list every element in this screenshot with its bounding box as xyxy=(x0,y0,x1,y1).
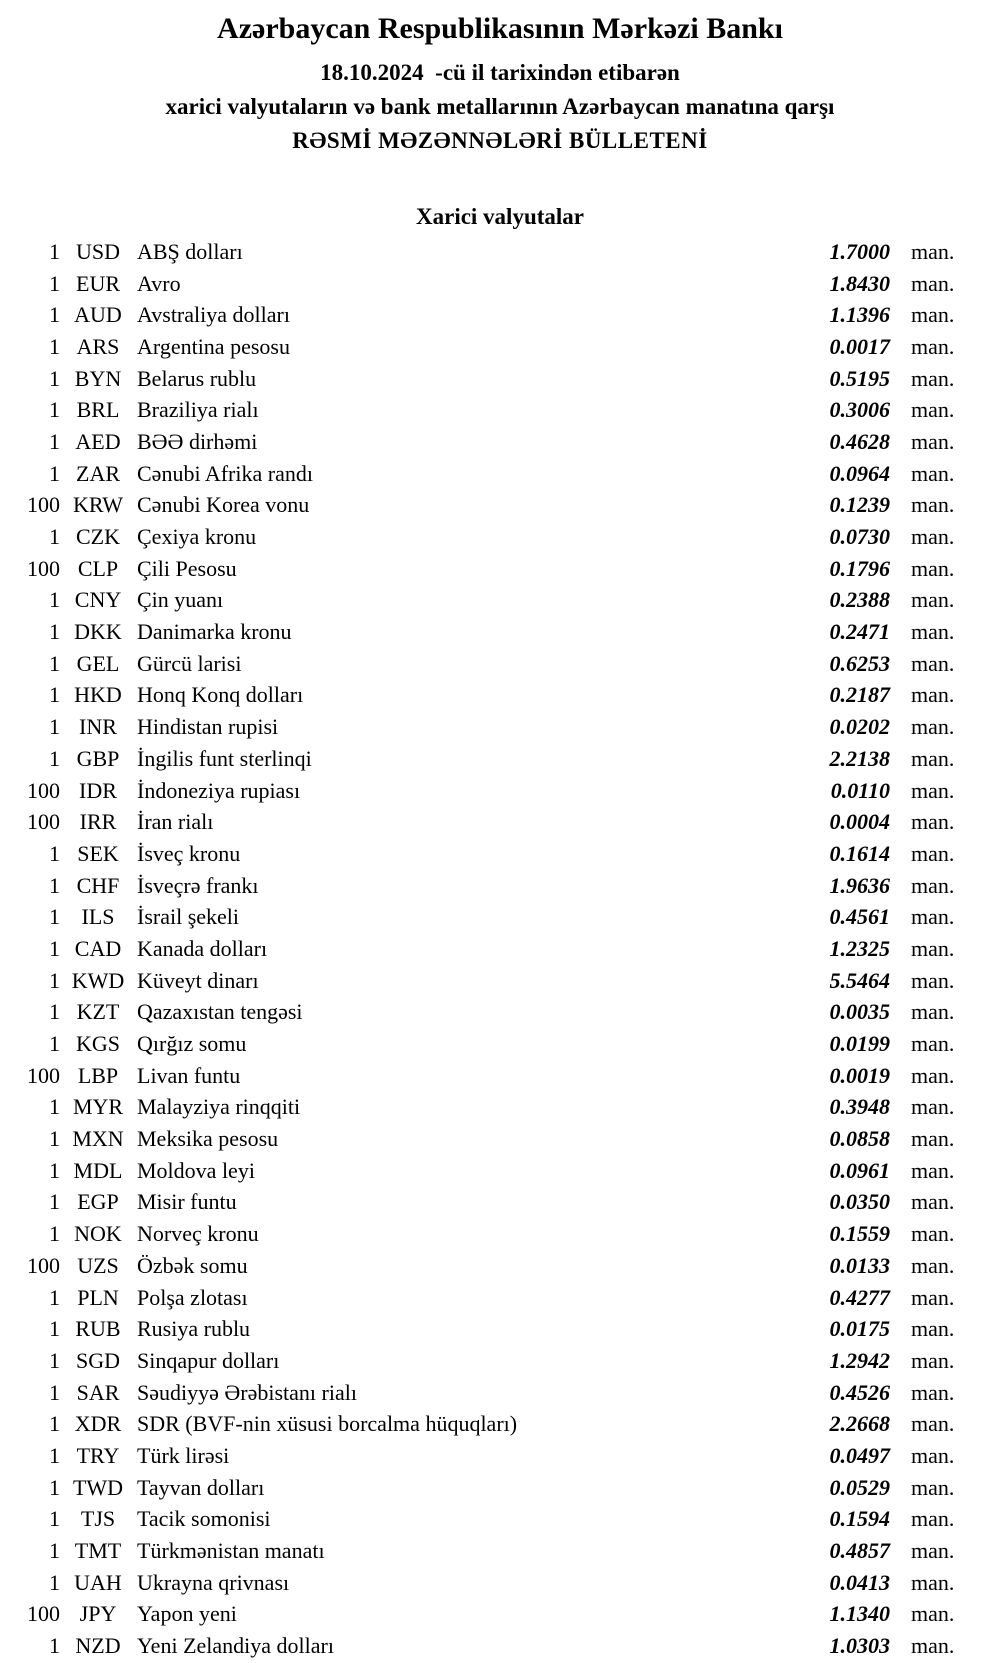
unit-label: man. xyxy=(911,1538,955,1564)
currency-code: SEK xyxy=(77,840,119,866)
unit-label: man. xyxy=(911,1347,955,1373)
currency-name: Çin yuanı xyxy=(137,587,224,613)
unit-label: man. xyxy=(911,999,955,1025)
rate-row xyxy=(0,426,1000,458)
rate-row xyxy=(0,331,1000,363)
rate-value: 0.0199 xyxy=(829,1031,890,1057)
unit-label: man. xyxy=(911,745,955,771)
rate-row xyxy=(0,299,1000,331)
currency-quantity: 1 xyxy=(49,619,60,645)
unit-label: man. xyxy=(911,270,955,296)
currency-code: KGS xyxy=(75,1031,120,1057)
currency-code: CHF xyxy=(76,872,120,898)
currency-name: Qazaxıstan tengəsi xyxy=(137,999,303,1025)
rate-value: 0.6253 xyxy=(829,650,890,676)
currency-name: Çexiya kronu xyxy=(137,524,257,550)
currency-quantity: 1 xyxy=(49,1189,60,1215)
section-title-foreign-currencies: Xarici valyutalar xyxy=(416,204,584,229)
currency-quantity: 1 xyxy=(49,1633,60,1659)
rate-row xyxy=(0,458,1000,490)
rate-value: 0.3948 xyxy=(829,1094,890,1120)
currency-name: Türk lirəsi xyxy=(137,1442,230,1468)
unit-label: man. xyxy=(911,492,955,518)
currency-code: MYR xyxy=(72,1094,124,1120)
rate-row xyxy=(0,806,1000,838)
rate-value: 0.4526 xyxy=(829,1379,890,1405)
currency-name: Cənubi Korea vonu xyxy=(137,492,310,518)
rate-value: 0.0413 xyxy=(829,1569,890,1595)
currency-name: Argentina pesosu xyxy=(137,333,290,359)
currency-code: TMT xyxy=(74,1538,122,1564)
unit-label: man. xyxy=(911,1157,955,1183)
currency-quantity: 1 xyxy=(49,1031,60,1057)
currency-name: İsveç kronu xyxy=(137,840,241,866)
rate-value: 1.1340 xyxy=(829,1601,890,1627)
currency-code: TWD xyxy=(72,1474,124,1500)
unit-label: man. xyxy=(911,1411,955,1437)
rate-row xyxy=(0,1187,1000,1219)
rate-value: 0.1796 xyxy=(829,555,890,581)
rate-row xyxy=(0,394,1000,426)
currency-quantity: 100 xyxy=(27,492,60,518)
bulletin-subtitle: xarici valyutaların və bank metallarının Azərbaycan manatına qarşı xyxy=(165,94,835,119)
currency-name: Norveç kronu xyxy=(137,1221,259,1247)
currency-quantity: 1 xyxy=(49,1474,60,1500)
currency-quantity: 1 xyxy=(49,650,60,676)
unit-label: man. xyxy=(911,1506,955,1532)
currency-quantity: 100 xyxy=(27,809,60,835)
unit-label: man. xyxy=(911,1031,955,1057)
currency-name: Özbək somu xyxy=(137,1252,248,1278)
rate-row xyxy=(0,1218,1000,1250)
currency-code: HKD xyxy=(74,682,122,708)
rate-row xyxy=(0,933,1000,965)
rate-value: 0.0004 xyxy=(829,809,890,835)
unit-label: man. xyxy=(911,682,955,708)
currency-name: Səudiyyə Ərəbistanı rialı xyxy=(137,1379,357,1405)
currency-name: Çili Pesosu xyxy=(137,555,237,581)
unit-label: man. xyxy=(911,587,955,613)
currency-name: Polşa zlotası xyxy=(137,1284,248,1310)
currency-code: MXN xyxy=(72,1126,124,1152)
currency-name: Malayziya rinqqiti xyxy=(137,1094,301,1120)
currency-name: Avstraliya dolları xyxy=(137,302,290,328)
rate-row xyxy=(0,965,1000,997)
currency-code: INR xyxy=(79,714,117,740)
unit-label: man. xyxy=(911,1474,955,1500)
rate-value: 0.0858 xyxy=(829,1126,890,1152)
currency-name: Türkmənistan manatı xyxy=(137,1538,325,1564)
rate-value: 5.5464 xyxy=(829,967,890,993)
currency-code: EUR xyxy=(76,270,120,296)
currency-name: Ukrayna qrivnası xyxy=(137,1569,290,1595)
currency-quantity: 100 xyxy=(27,555,60,581)
currency-code: TJS xyxy=(80,1506,116,1532)
unit-label: man. xyxy=(911,555,955,581)
rate-value: 0.0350 xyxy=(829,1189,890,1215)
rate-row xyxy=(0,1313,1000,1345)
currency-code: NZD xyxy=(75,1633,121,1659)
currency-quantity: 1 xyxy=(49,428,60,454)
unit-label: man. xyxy=(911,1252,955,1278)
currency-code: CNY xyxy=(74,587,122,613)
rate-value: 0.0035 xyxy=(829,999,890,1025)
currency-name: Honq Konq dolları xyxy=(137,682,304,708)
rate-row xyxy=(0,997,1000,1029)
rate-value: 0.1239 xyxy=(829,492,890,518)
rate-row xyxy=(0,775,1000,807)
currency-code: LBP xyxy=(77,1062,119,1088)
unit-label: man. xyxy=(911,1189,955,1215)
currency-quantity: 1 xyxy=(49,840,60,866)
rate-row xyxy=(0,1155,1000,1187)
currency-code: MDL xyxy=(73,1157,123,1183)
currency-quantity: 1 xyxy=(49,397,60,423)
rate-value: 1.8430 xyxy=(829,270,890,296)
currency-code: SAR xyxy=(76,1379,120,1405)
unit-label: man. xyxy=(911,524,955,550)
rate-value: 0.0964 xyxy=(829,460,890,486)
rate-row xyxy=(0,1567,1000,1599)
rate-value: 0.0110 xyxy=(830,777,890,803)
currency-code: BYN xyxy=(74,365,122,391)
unit-label: man. xyxy=(911,333,955,359)
unit-label: man. xyxy=(911,809,955,835)
currency-code: XDR xyxy=(74,1411,122,1437)
rate-value: 0.3006 xyxy=(829,397,890,423)
currency-quantity: 1 xyxy=(49,1126,60,1152)
rate-value: 0.2388 xyxy=(829,587,890,613)
rate-row xyxy=(0,1345,1000,1377)
currency-name: Sinqapur dolları xyxy=(137,1347,280,1373)
unit-label: man. xyxy=(911,397,955,423)
rate-value: 1.7000 xyxy=(829,238,890,264)
unit-label: man. xyxy=(911,840,955,866)
bulletin-title: RƏSMİ MƏZƏNNƏLƏRİ BÜLLETENİ xyxy=(292,128,708,153)
currency-quantity: 1 xyxy=(49,1157,60,1183)
rate-row xyxy=(0,870,1000,902)
currency-code: ILS xyxy=(81,904,115,930)
currency-quantity: 1 xyxy=(49,682,60,708)
rate-value: 0.0017 xyxy=(829,333,890,359)
rate-value: 0.4561 xyxy=(829,904,890,930)
currency-code: ZAR xyxy=(76,460,120,486)
rate-row xyxy=(0,1250,1000,1282)
currency-quantity: 1 xyxy=(49,1506,60,1532)
currency-name: ABŞ dolları xyxy=(137,238,243,264)
currency-name: BƏƏ dirhəmi xyxy=(137,428,258,454)
currency-quantity: 1 xyxy=(49,714,60,740)
rate-row xyxy=(0,521,1000,553)
rate-value: 0.5195 xyxy=(829,365,890,391)
effective-date-line: 18.10.2024 -cü il tarixindən etibarən xyxy=(320,60,680,85)
bank-title: Azərbaycan Respublikasının Mərkəzi Bankı xyxy=(217,12,783,45)
rate-value: 1.2325 xyxy=(829,935,890,961)
currency-code: AUD xyxy=(74,302,122,328)
currency-quantity: 1 xyxy=(49,1442,60,1468)
currency-code: ARS xyxy=(76,333,120,359)
currency-quantity: 1 xyxy=(49,238,60,264)
currency-name: Yeni Zelandiya dolları xyxy=(137,1633,334,1659)
rate-row xyxy=(0,1028,1000,1060)
currency-code: JPY xyxy=(79,1601,117,1627)
unit-label: man. xyxy=(911,777,955,803)
rate-value: 1.0303 xyxy=(829,1633,890,1659)
currency-quantity: 100 xyxy=(27,1062,60,1088)
rate-value: 2.2668 xyxy=(829,1411,890,1437)
currency-quantity: 1 xyxy=(49,745,60,771)
rate-value: 0.0529 xyxy=(829,1474,890,1500)
currency-quantity: 100 xyxy=(27,777,60,803)
rate-row xyxy=(0,680,1000,712)
currency-name: Meksika pesosu xyxy=(137,1126,279,1152)
currency-code: PLN xyxy=(77,1284,119,1310)
rate-row xyxy=(0,1123,1000,1155)
unit-label: man. xyxy=(911,1062,955,1088)
rate-value: 0.0019 xyxy=(829,1062,890,1088)
rate-value: 0.4857 xyxy=(829,1538,890,1564)
rate-value: 2.2138 xyxy=(829,745,890,771)
unit-label: man. xyxy=(911,619,955,645)
currency-quantity: 1 xyxy=(49,302,60,328)
currency-code: BRL xyxy=(76,397,120,423)
currency-name: Misir funtu xyxy=(137,1189,237,1215)
rate-value: 0.0202 xyxy=(829,714,890,740)
rate-row xyxy=(0,1377,1000,1409)
rate-value: 1.2942 xyxy=(829,1347,890,1373)
rate-row xyxy=(0,616,1000,648)
currency-name: İran rialı xyxy=(137,809,214,835)
rate-value: 0.4277 xyxy=(829,1284,890,1310)
rate-value: 0.1614 xyxy=(829,840,890,866)
currency-name: Gürcü larisi xyxy=(137,650,242,676)
unit-label: man. xyxy=(911,967,955,993)
currency-quantity: 1 xyxy=(49,1316,60,1342)
rate-row xyxy=(0,236,1000,268)
unit-label: man. xyxy=(911,365,955,391)
currency-name: İsrail şekeli xyxy=(137,904,240,930)
exchange-rates-table xyxy=(0,236,1000,1662)
rate-row xyxy=(0,1630,1000,1662)
currency-quantity: 100 xyxy=(27,1252,60,1278)
rate-row xyxy=(0,1504,1000,1536)
unit-label: man. xyxy=(911,460,955,486)
currency-quantity: 1 xyxy=(49,1379,60,1405)
unit-label: man. xyxy=(911,1633,955,1659)
currency-name: Hindistan rupisi xyxy=(137,714,279,740)
currency-name: İndoneziya rupiası xyxy=(137,777,301,803)
rate-row xyxy=(0,743,1000,775)
currency-code: DKK xyxy=(74,619,122,645)
rate-value: 0.0730 xyxy=(829,524,890,550)
currency-name: SDR (BVF-nin xüsusi borcalma hüquqları) xyxy=(137,1411,518,1437)
currency-code: USD xyxy=(75,238,120,264)
currency-quantity: 1 xyxy=(49,1411,60,1437)
currency-code: GEL xyxy=(76,650,120,676)
unit-label: man. xyxy=(911,1126,955,1152)
unit-label: man. xyxy=(911,650,955,676)
rate-row xyxy=(0,1282,1000,1314)
unit-label: man. xyxy=(911,238,955,264)
currency-quantity: 1 xyxy=(49,1221,60,1247)
currency-name: Yapon yeni xyxy=(137,1601,237,1627)
currency-code: NOK xyxy=(74,1221,122,1247)
rate-row xyxy=(0,585,1000,617)
currency-name: Livan funtu xyxy=(137,1062,241,1088)
currency-name: Tacik somonisi xyxy=(137,1506,271,1532)
currency-code: CAD xyxy=(74,935,122,961)
rate-row xyxy=(0,490,1000,522)
currency-quantity: 1 xyxy=(49,270,60,296)
rate-value: 0.2471 xyxy=(829,619,890,645)
rate-value: 0.0497 xyxy=(829,1442,890,1468)
unit-label: man. xyxy=(911,302,955,328)
unit-label: man. xyxy=(911,714,955,740)
currency-code: IDR xyxy=(79,777,117,803)
currency-name: Rusiya rublu xyxy=(137,1316,251,1342)
currency-quantity: 1 xyxy=(49,1569,60,1595)
currency-name: Kanada dolları xyxy=(137,935,268,961)
unit-label: man. xyxy=(911,1379,955,1405)
currency-code: CLP xyxy=(77,555,119,581)
currency-code: CZK xyxy=(76,524,120,550)
rate-row xyxy=(0,1472,1000,1504)
unit-label: man. xyxy=(911,1284,955,1310)
currency-quantity: 1 xyxy=(49,587,60,613)
rate-row xyxy=(0,648,1000,680)
rate-row xyxy=(0,1535,1000,1567)
rate-row xyxy=(0,1092,1000,1124)
currency-quantity: 1 xyxy=(49,872,60,898)
currency-code: GBP xyxy=(76,745,120,771)
rate-value: 0.2187 xyxy=(829,682,890,708)
currency-name: İsveçrə frankı xyxy=(137,872,259,898)
currency-quantity: 1 xyxy=(49,333,60,359)
rate-row xyxy=(0,711,1000,743)
unit-label: man. xyxy=(911,1316,955,1342)
currency-name: Tayvan dolları xyxy=(137,1474,265,1500)
rate-value: 0.1594 xyxy=(829,1506,890,1532)
rate-value: 1.9636 xyxy=(829,872,890,898)
rate-row xyxy=(0,1408,1000,1440)
currency-code: AED xyxy=(75,428,121,454)
rate-row xyxy=(0,1060,1000,1092)
unit-label: man. xyxy=(911,1442,955,1468)
currency-quantity: 1 xyxy=(49,935,60,961)
rate-value: 0.0175 xyxy=(829,1316,890,1342)
currency-code: EGP xyxy=(77,1189,119,1215)
rate-row xyxy=(0,901,1000,933)
currency-name: Danimarka kronu xyxy=(137,619,292,645)
rate-row xyxy=(0,1599,1000,1631)
rate-value: 0.0133 xyxy=(829,1252,890,1278)
unit-label: man. xyxy=(911,1094,955,1120)
currency-quantity: 100 xyxy=(27,1601,60,1627)
currency-code: IRR xyxy=(79,809,117,835)
rate-value: 0.0961 xyxy=(829,1157,890,1183)
currency-name: Avro xyxy=(137,270,181,296)
currency-code: UAH xyxy=(74,1569,122,1595)
rate-value: 0.4628 xyxy=(829,428,890,454)
currency-code: TRY xyxy=(76,1442,120,1468)
currency-name: İngilis funt sterlinqi xyxy=(137,745,312,771)
rate-row xyxy=(0,1440,1000,1472)
currency-quantity: 1 xyxy=(49,999,60,1025)
rate-row xyxy=(0,363,1000,395)
currency-code: RUB xyxy=(75,1316,121,1342)
rate-row xyxy=(0,553,1000,585)
currency-code: KRW xyxy=(72,492,124,518)
unit-label: man. xyxy=(911,904,955,930)
currency-code: KWD xyxy=(71,967,125,993)
rate-value: 0.1559 xyxy=(829,1221,890,1247)
currency-quantity: 1 xyxy=(49,524,60,550)
rate-row xyxy=(0,268,1000,300)
currency-code: SGD xyxy=(75,1347,120,1373)
currency-code: KZT xyxy=(76,999,120,1025)
currency-name: Moldova leyi xyxy=(137,1157,255,1183)
currency-code: UZS xyxy=(77,1252,119,1278)
currency-name: Belarus rublu xyxy=(137,365,257,391)
unit-label: man. xyxy=(911,1601,955,1627)
currency-quantity: 1 xyxy=(49,365,60,391)
rate-value: 1.1396 xyxy=(829,302,890,328)
currency-quantity: 1 xyxy=(49,904,60,930)
currency-quantity: 1 xyxy=(49,967,60,993)
currency-quantity: 1 xyxy=(49,1538,60,1564)
currency-name: Küveyt dinarı xyxy=(137,967,259,993)
currency-quantity: 1 xyxy=(49,1284,60,1310)
currency-name: Qırğız somu xyxy=(137,1031,247,1057)
currency-quantity: 1 xyxy=(49,460,60,486)
unit-label: man. xyxy=(911,935,955,961)
currency-quantity: 1 xyxy=(49,1347,60,1373)
currency-quantity: 1 xyxy=(49,1094,60,1120)
currency-name: Cənubi Afrika randı xyxy=(137,460,313,486)
unit-label: man. xyxy=(911,1221,955,1247)
unit-label: man. xyxy=(911,1569,955,1595)
rate-row xyxy=(0,838,1000,870)
unit-label: man. xyxy=(911,428,955,454)
unit-label: man. xyxy=(911,872,955,898)
currency-name: Braziliya rialı xyxy=(137,397,259,423)
